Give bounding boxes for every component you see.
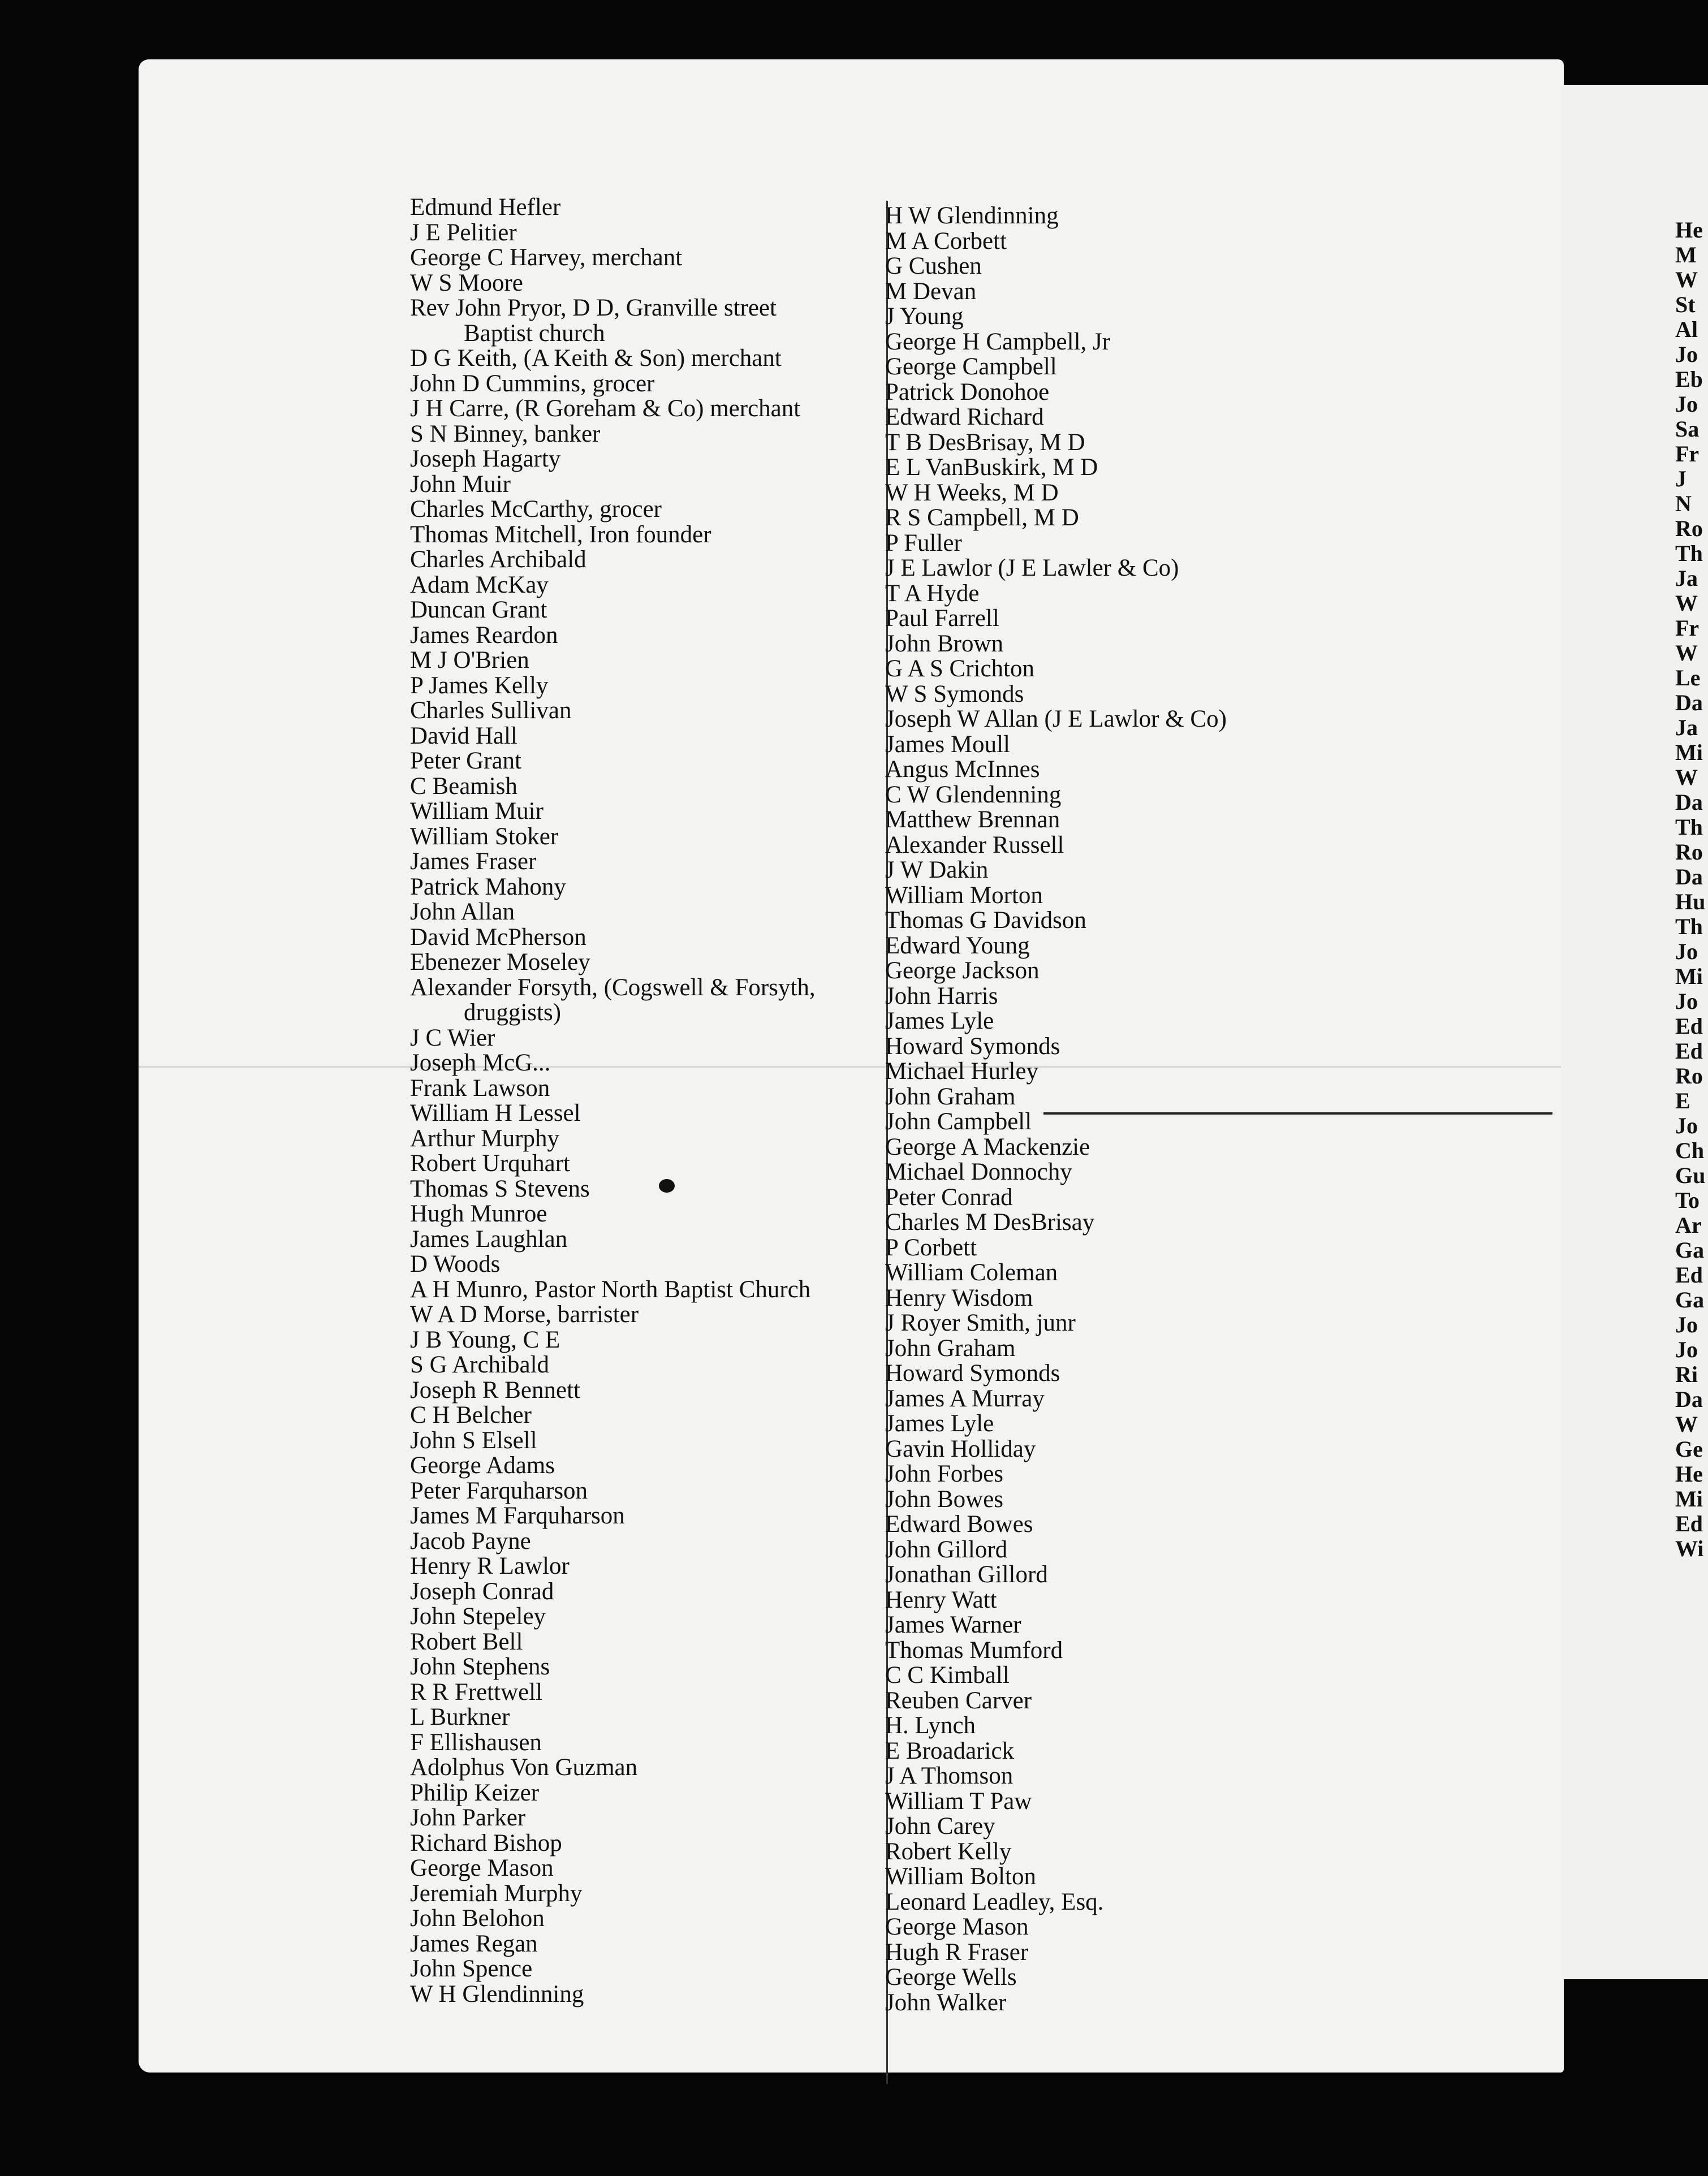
name-entry: Jacob Payne — [410, 1527, 531, 1555]
name-entry: Duncan Grant — [410, 597, 547, 623]
fragment-entry: Ja — [1675, 565, 1698, 591]
name-entry: druggists) — [464, 999, 561, 1026]
name-entry: Charles Archibald — [410, 546, 586, 573]
name-entry: John S Elsell — [410, 1427, 537, 1454]
name-entry: E Broadarick — [885, 1737, 1015, 1764]
name-entry: W A D Morse, barrister — [410, 1301, 639, 1328]
name-entry: John Brown — [885, 630, 1004, 657]
name-entry: James Regan — [410, 1930, 538, 1957]
fragment-entry: Ed — [1675, 1038, 1703, 1064]
name-entry: John Allan — [410, 899, 515, 925]
name-entry: Charles McCarthy, grocer — [410, 496, 662, 523]
fragment-entry: Ro — [1675, 839, 1703, 865]
name-entry: Thomas S Stevens — [410, 1175, 590, 1202]
name-entry: George Jackson — [885, 957, 1040, 984]
fragment-entry: Fr — [1675, 441, 1700, 467]
name-entry: John Bowes — [885, 1486, 1004, 1513]
name-entry: Leonard Leadley, Esq. — [885, 1888, 1104, 1915]
name-entry: Edmund Hefler — [410, 194, 561, 221]
name-entry: G A S Crichton — [885, 655, 1035, 682]
fragment-entry: St — [1675, 292, 1696, 317]
fragment-entry: Mi — [1675, 740, 1703, 765]
name-entry: George A Mackenzie — [885, 1133, 1090, 1160]
fragment-entry: E — [1675, 1088, 1690, 1113]
name-entry: Michael Hurley — [885, 1058, 1039, 1085]
name-entry: F Ellishausen — [410, 1729, 542, 1756]
name-entry: W H Glendinning — [410, 1980, 584, 2007]
name-entry: C W Glendenning — [885, 781, 1062, 808]
fragment-entry: He — [1675, 1461, 1703, 1487]
name-entry: Adam McKay — [410, 571, 549, 598]
name-entry: William Bolton — [885, 1863, 1037, 1890]
fragment-entry: Da — [1675, 789, 1703, 815]
name-entry: James Lyle — [885, 1410, 994, 1437]
fragment-entry: Mi — [1675, 964, 1703, 989]
adjacent-page-column — [1675, 218, 1705, 1561]
name-entry: E L VanBuskirk, M D — [885, 454, 1098, 481]
name-entry: John Parker — [410, 1804, 526, 1831]
fragment-entry: Da — [1675, 1387, 1703, 1412]
name-entry: Angus McInnes — [885, 756, 1040, 783]
name-entry: J H Carre, (R Goreham & Co) merchant — [410, 395, 801, 422]
name-entry: Howard Symonds — [885, 1360, 1060, 1387]
name-entry: Gavin Holliday — [885, 1435, 1036, 1462]
name-entry: M A Corbett — [885, 227, 1007, 254]
name-entry: R S Campbell, M D — [885, 504, 1079, 531]
name-entry: David Hall — [410, 722, 517, 749]
name-entry: Rev John Pryor, D D, Granville street — [410, 295, 777, 321]
name-entry: Ebenezer Moseley — [410, 949, 590, 975]
name-entry: Henry Watt — [885, 1586, 997, 1613]
fragment-entry: Ro — [1675, 516, 1703, 541]
name-entry: George Campbell — [885, 353, 1057, 380]
name-entry: William Stoker — [410, 823, 559, 850]
name-entry: John Carey — [885, 1813, 995, 1840]
name-entry: James Laughlan — [410, 1225, 568, 1253]
name-entry: J W Dakin — [885, 857, 989, 883]
fragment-entry: J — [1675, 466, 1687, 491]
name-entry: Joseph W Allan (J E Lawlor & Co) — [885, 706, 1227, 732]
name-entry: W S Moore — [410, 269, 523, 296]
name-entry: C Beamish — [410, 772, 517, 800]
name-entry: William Morton — [885, 882, 1043, 909]
name-entry: James Reardon — [410, 621, 558, 649]
fragment-entry: Gu — [1675, 1163, 1706, 1188]
name-entry: Patrick Mahony — [410, 873, 566, 900]
name-entry: Charles M DesBrisay — [885, 1209, 1095, 1236]
name-entry: Jonathan Gillord — [885, 1561, 1048, 1588]
name-entry: Edward Bowes — [885, 1511, 1033, 1538]
name-entry: George C Harvey, merchant — [410, 244, 683, 271]
name-entry: H W Glendinning — [885, 202, 1059, 229]
fragment-entry: Le — [1675, 665, 1701, 690]
fragment-entry: Da — [1675, 690, 1703, 715]
name-entry: P James Kelly — [410, 672, 549, 699]
fragment-entry: Ge — [1675, 1436, 1703, 1462]
name-entry: Joseph R Bennett — [410, 1376, 580, 1404]
name-entry: Alexander Russell — [885, 831, 1064, 858]
name-entry: Peter Grant — [410, 748, 522, 774]
fragment-entry: W — [1675, 640, 1698, 666]
name-entry: George Mason — [885, 1914, 1029, 1940]
name-entry: Paul Farrell — [885, 605, 999, 632]
fragment-entry: Fr — [1675, 615, 1700, 641]
name-entry: John Belohon — [410, 1905, 545, 1932]
name-entry: W S Symonds — [885, 680, 1024, 707]
name-entry: William H Lessel — [410, 1100, 581, 1126]
name-entry: John Stephens — [410, 1653, 550, 1680]
fragment-entry: Ro — [1675, 1063, 1703, 1089]
fragment-entry: Jo — [1675, 939, 1698, 964]
name-entry: John Gillord — [885, 1536, 1008, 1563]
name-entry: Hugh R Fraser — [885, 1938, 1029, 1966]
name-entry: John Spence — [410, 1955, 533, 1982]
fragment-entry: Ga — [1675, 1237, 1705, 1263]
name-entry: James Fraser — [410, 848, 537, 875]
name-entry: Michael Donnochy — [885, 1159, 1072, 1185]
name-entry: Charles Sullivan — [410, 697, 572, 724]
name-entry: D G Keith, (A Keith & Son) merchant — [410, 345, 782, 372]
name-entry: Edward Young — [885, 932, 1030, 959]
fragment-entry: Ed — [1675, 1262, 1703, 1288]
name-entry: J A Thomson — [885, 1763, 1013, 1789]
right-name-column — [885, 204, 1227, 2015]
name-entry: John Graham — [885, 1083, 1016, 1110]
name-entry: L Burkner — [410, 1704, 510, 1730]
fragment-entry: Da — [1675, 864, 1703, 890]
document-page — [139, 59, 1564, 2073]
name-entry: Baptist church — [464, 320, 605, 347]
name-entry: Joseph McG... — [410, 1050, 551, 1076]
fragment-entry: N — [1675, 491, 1692, 516]
fragment-entry: Ed — [1675, 1511, 1703, 1536]
name-entry: John Campbell — [885, 1108, 1032, 1135]
name-entry: Jeremiah Murphy — [410, 1880, 583, 1907]
name-entry: J Royer Smith, junr — [885, 1310, 1076, 1336]
name-entry: Edward Richard — [885, 404, 1044, 430]
name-entry: Joseph Conrad — [410, 1578, 554, 1605]
name-entry: M Devan — [885, 278, 977, 305]
name-entry: Reuben Carver — [885, 1687, 1032, 1714]
name-entry: William Muir — [410, 798, 544, 824]
name-entry: Frank Lawson — [410, 1074, 550, 1102]
name-entry: William Coleman — [885, 1259, 1058, 1286]
name-entry: George Adams — [410, 1452, 555, 1479]
fragment-entry: Mi — [1675, 1486, 1703, 1512]
name-entry: Matthew Brennan — [885, 806, 1060, 833]
name-entry: Henry Wisdom — [885, 1284, 1033, 1311]
fragment-entry: Th — [1675, 914, 1703, 939]
name-entry: C C Kimball — [885, 1662, 1010, 1689]
fragment-entry: Ar — [1675, 1212, 1702, 1238]
name-entry: W H Weeks, M D — [885, 479, 1059, 506]
fragment-entry: W — [1675, 267, 1698, 292]
name-entry: J B Young, C E — [410, 1326, 560, 1353]
name-entry: A H Munro, Pastor North Baptist Church — [410, 1276, 811, 1303]
fragment-entry: Sa — [1675, 416, 1700, 442]
name-entry: Thomas Mitchell, Iron founder — [410, 521, 711, 548]
fragment-entry: Eb — [1675, 366, 1703, 392]
name-entry: Henry R Lawlor — [410, 1553, 570, 1579]
name-entry: Thomas Mumford — [885, 1637, 1063, 1664]
fragment-entry: Th — [1675, 814, 1703, 840]
fragment-entry: Jo — [1675, 342, 1698, 367]
name-entry: Peter Farquharson — [410, 1477, 588, 1504]
fragment-entry: Jo — [1675, 1337, 1698, 1362]
name-entry: P Corbett — [885, 1234, 977, 1261]
name-entry: S N Binney, banker — [410, 420, 601, 447]
name-entry: James A Murray — [885, 1385, 1045, 1412]
fragment-entry: W — [1675, 765, 1698, 790]
name-entry: John D Cummins, grocer — [410, 370, 655, 397]
name-entry: Richard Bishop — [410, 1829, 562, 1856]
left-name-column — [410, 195, 816, 2007]
fragment-entry: To — [1675, 1188, 1700, 1213]
name-entry: J E Pelitier — [410, 219, 517, 246]
fragment-entry: Wi — [1675, 1536, 1704, 1561]
fragment-entry: Ja — [1675, 715, 1698, 740]
fold-crease — [139, 1066, 1564, 1068]
name-entry: Robert Urquhart — [410, 1150, 571, 1177]
name-entry: John Stepeley — [410, 1603, 546, 1630]
name-entry: John Harris — [885, 982, 998, 1009]
fragment-entry: Jo — [1675, 1113, 1698, 1138]
name-entry: John Walker — [885, 1989, 1007, 2016]
name-entry: D Woods — [410, 1251, 501, 1277]
name-entry: P Fuller — [885, 529, 962, 556]
fragment-entry: Al — [1675, 317, 1698, 342]
name-entry: Thomas G Davidson — [885, 907, 1086, 934]
name-entry: Hugh Munroe — [410, 1201, 547, 1227]
name-entry: Patrick Donohoe — [885, 378, 1050, 405]
name-entry: Robert Kelly — [885, 1838, 1012, 1865]
name-entry: R R Frettwell — [410, 1678, 543, 1706]
fragment-entry: He — [1675, 217, 1703, 243]
fragment-entry: Jo — [1675, 391, 1698, 417]
name-entry: Philip Keizer — [410, 1779, 540, 1806]
fragment-entry: Ri — [1675, 1362, 1698, 1387]
name-entry: T A Hyde — [885, 580, 980, 607]
name-entry: David McPherson — [410, 923, 586, 951]
name-entry: Peter Conrad — [885, 1184, 1013, 1211]
name-entry: G Cushen — [885, 253, 982, 279]
name-entry: James M Farquharson — [410, 1503, 625, 1529]
name-entry: John Muir — [410, 470, 511, 498]
name-entry: J E Lawlor (J E Lawler & Co) — [885, 555, 1179, 581]
name-entry: James Lyle — [885, 1008, 994, 1034]
name-entry: Joseph Hagarty — [410, 446, 561, 472]
name-entry: John Forbes — [885, 1461, 1004, 1487]
name-entry: T B DesBrisay, M D — [885, 429, 1085, 456]
fragment-entry: Ga — [1675, 1287, 1705, 1312]
name-entry: J Young — [885, 303, 964, 330]
fragment-entry: W — [1675, 590, 1698, 616]
name-entry: M J O'Brien — [410, 647, 529, 673]
fragment-entry: Ed — [1675, 1013, 1703, 1039]
name-entry: George Wells — [885, 1964, 1017, 1991]
fragment-entry: Jo — [1675, 1312, 1698, 1337]
fragment-entry: M — [1675, 242, 1697, 267]
fragment-entry: Th — [1675, 541, 1703, 566]
name-entry: James Moull — [885, 731, 1010, 758]
fragment-entry: W — [1675, 1411, 1698, 1437]
name-entry: Arthur Murphy — [410, 1125, 559, 1152]
fragment-entry: Ch — [1675, 1138, 1705, 1163]
name-entry: John Graham — [885, 1335, 1016, 1362]
name-entry: Robert Bell — [410, 1628, 523, 1655]
name-entry: George H Campbell, Jr — [885, 328, 1111, 355]
name-entry: S G Archibald — [410, 1352, 550, 1378]
fragment-entry: Jo — [1675, 988, 1698, 1014]
fragment-entry: Hu — [1675, 889, 1706, 914]
name-entry: C H Belcher — [410, 1402, 532, 1428]
name-entry: George Mason — [410, 1855, 554, 1881]
name-entry: Adolphus Von Guzman — [410, 1754, 638, 1781]
name-entry: Howard Symonds — [885, 1033, 1060, 1060]
name-entry: H. Lynch — [885, 1712, 976, 1739]
name-entry: Alexander Forsyth, (Cogswell & Forsyth, — [410, 974, 816, 1001]
name-entry: J C Wier — [410, 1024, 495, 1051]
name-entry: William T Paw — [885, 1788, 1032, 1815]
name-entry: James Warner — [885, 1612, 1021, 1638]
